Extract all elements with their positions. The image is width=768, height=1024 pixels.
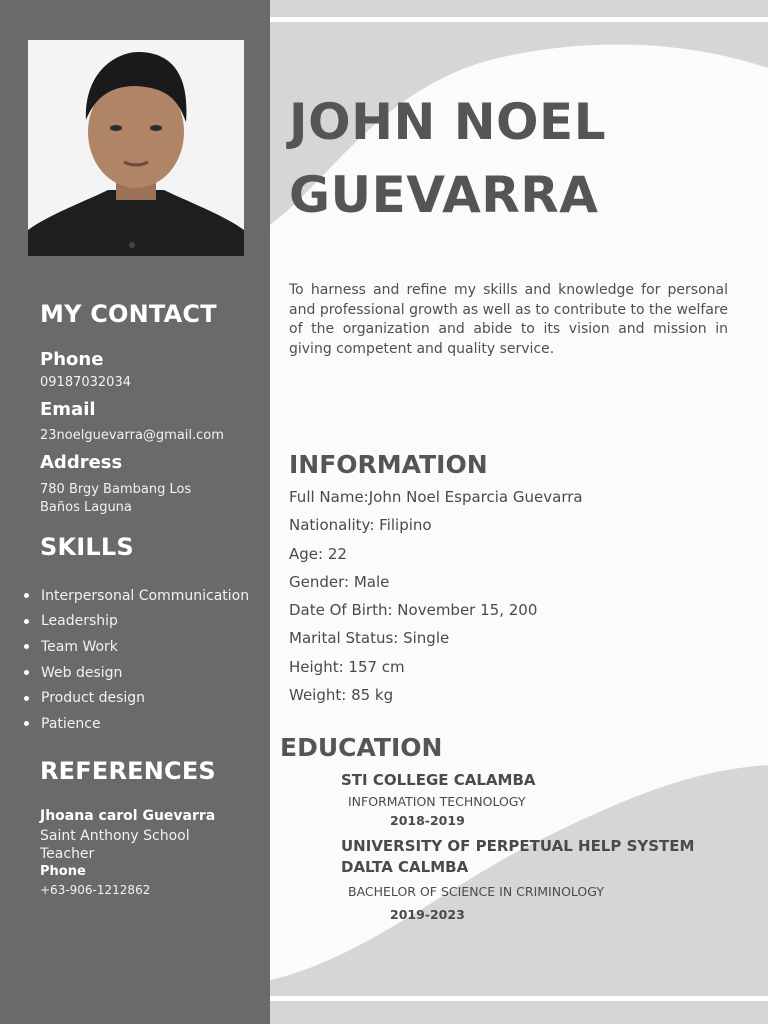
education-school: UNIVERSITY OF PERPETUAL HELP SYSTEM bbox=[341, 837, 695, 855]
reference-role: Teacher bbox=[40, 846, 95, 862]
education-school-line-2: DALTA CALMBA bbox=[341, 858, 469, 876]
address-line-2: Baños Laguna bbox=[40, 500, 132, 515]
skill-label: Leadership bbox=[41, 613, 118, 630]
education-years: 2018-2019 bbox=[390, 813, 465, 828]
references-heading: REFERENCES bbox=[40, 757, 216, 785]
skill-label: Web design bbox=[41, 664, 123, 681]
bottom-divider bbox=[270, 996, 768, 1001]
bullet-icon bbox=[24, 619, 29, 624]
info-item: Marital Status: Single bbox=[289, 629, 450, 648]
bullet-icon bbox=[24, 644, 29, 649]
email-label: Email bbox=[40, 399, 96, 420]
top-divider bbox=[270, 17, 768, 22]
info-item: Gender: Male bbox=[289, 572, 390, 591]
skill-item bbox=[24, 583, 249, 609]
address-line-1: 780 Brgy Bambang Los bbox=[40, 482, 192, 497]
objective-text: To harness and refine my skills and knowledge for personal and professional growth as well as to contribute to the welfare of the organization and abide to its vision and mission in giving competent and quality service. bbox=[289, 282, 728, 357]
skill-label: Team Work bbox=[41, 638, 118, 655]
skill-label: Interpersonal Communication bbox=[41, 587, 250, 604]
reference-name: Jhoana carol Guevarra bbox=[40, 808, 216, 824]
email-value: 23noelguevarra@gmail.com bbox=[40, 428, 224, 443]
bullet-icon bbox=[24, 696, 29, 701]
reference-phone-label: Phone bbox=[40, 864, 86, 879]
skills-list bbox=[24, 583, 249, 737]
sidebar bbox=[0, 0, 270, 1024]
skill-item bbox=[24, 685, 249, 711]
contact-heading: MY CONTACT bbox=[40, 300, 217, 328]
bullet-icon bbox=[24, 721, 29, 726]
reference-org: Saint Anthony School bbox=[40, 828, 190, 844]
education-course: INFORMATION TECHNOLOGY bbox=[348, 794, 526, 809]
education-course: BACHELOR OF SCIENCE IN CRIMINOLOGY bbox=[348, 884, 604, 899]
skill-item bbox=[24, 711, 249, 737]
skill-item bbox=[24, 634, 249, 660]
reference-phone: +63-906-1212862 bbox=[40, 883, 151, 897]
info-item: Age: 22 bbox=[289, 544, 347, 563]
info-item: Date Of Birth: November 15, 200 bbox=[289, 601, 538, 620]
bullet-icon bbox=[24, 593, 29, 598]
education-school: STI COLLEGE CALAMBA bbox=[341, 771, 536, 789]
profile-photo bbox=[28, 40, 244, 256]
name-line-1: JOHN NOEL bbox=[289, 93, 607, 151]
info-item: Nationality: Filipino bbox=[289, 516, 432, 535]
info-item: Weight: 85 kg bbox=[289, 686, 394, 705]
phone-value: 09187032034 bbox=[40, 375, 131, 390]
person-icon bbox=[28, 40, 244, 256]
skill-label: Patience bbox=[41, 715, 101, 732]
information-list bbox=[289, 486, 583, 712]
information-heading: INFORMATION bbox=[289, 450, 488, 479]
phone-label: Phone bbox=[40, 349, 104, 370]
education-years: 2019-2023 bbox=[390, 907, 465, 922]
address-label: Address bbox=[40, 452, 123, 473]
info-item: Height: 157 cm bbox=[289, 657, 405, 676]
skill-label: Product design bbox=[41, 690, 146, 707]
education-heading: EDUCATION bbox=[280, 733, 443, 762]
skill-item bbox=[24, 609, 249, 635]
info-item: Full Name:John Noel Esparcia Guevarra bbox=[289, 488, 583, 506]
skills-heading: SKILLS bbox=[40, 533, 134, 561]
bullet-icon bbox=[24, 670, 29, 675]
name-line-2: GUEVARRA bbox=[289, 166, 599, 224]
skill-item bbox=[24, 660, 249, 686]
